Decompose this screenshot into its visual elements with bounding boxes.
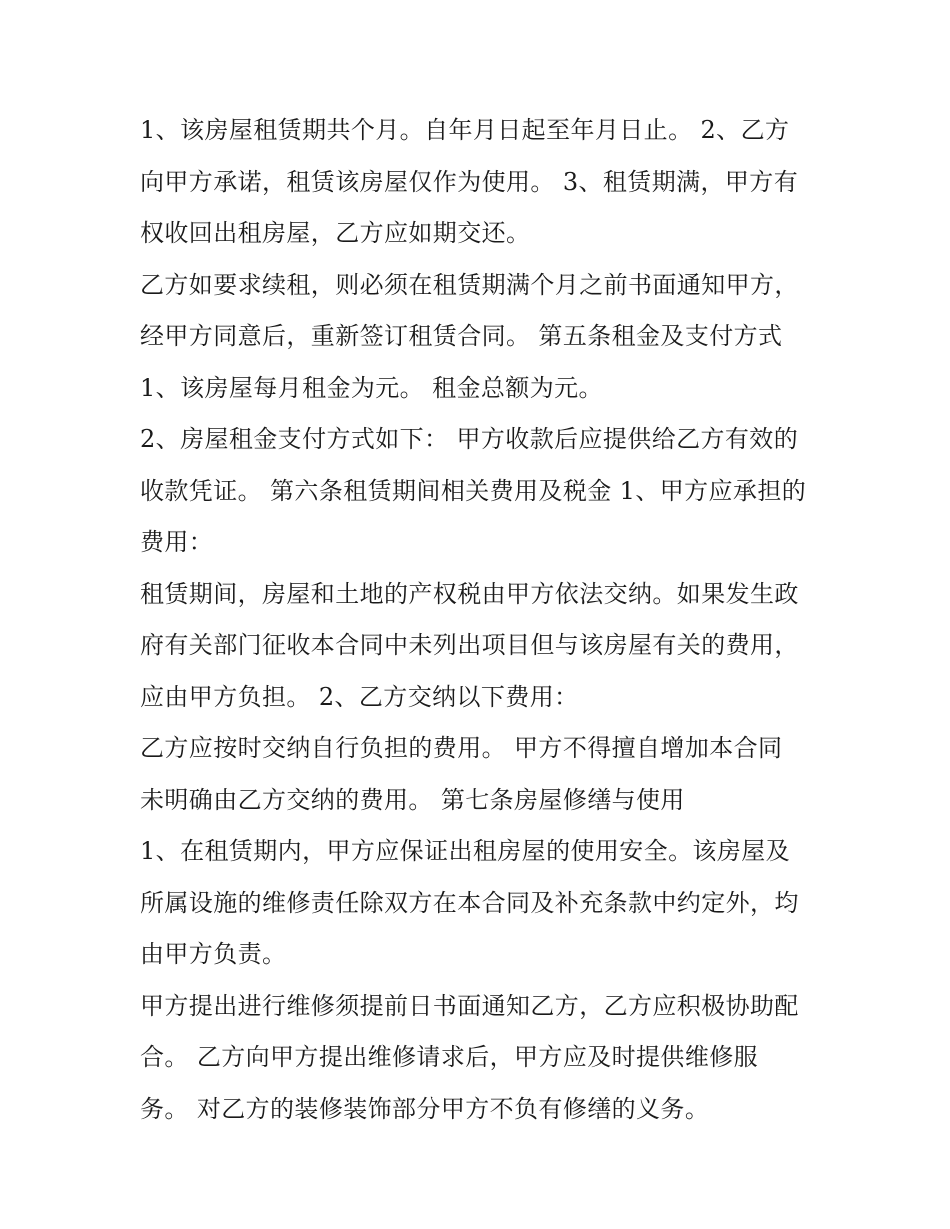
text-line: 合。 乙方向甲方提出维修请求后，甲方应及时提供维修服: [140, 1043, 759, 1071]
text-line: 1、该房屋每月租金为元。 租金总额为元。: [140, 373, 603, 402]
text-line: 由甲方负责。: [140, 940, 287, 968]
text-line: 应由甲方负担。 2、乙方交纳以下费用：: [140, 682, 579, 711]
text-line: 权收回出租房屋，乙方应如期交还。: [140, 219, 531, 247]
text-line: 未明确由乙方交纳的费用。 第七条房屋修缮与使用: [140, 785, 685, 814]
text-line: 租赁期间，房屋和土地的产权税由甲方依法交纳。如果发生政: [140, 579, 799, 608]
text-line: 所属设施的维修责任除双方在本合同及补充条款中约定外，均: [140, 888, 799, 917]
text-line: 向甲方承诺，租赁该房屋仅作为使用。 3、租赁期满，甲方有: [140, 167, 799, 196]
text-line: 1、在租赁期内，甲方应保证出租房屋的使用安全。该房屋及: [140, 837, 791, 865]
text-line: 乙方如要求续租，则必须在租赁期满个月之前书面通知甲方，: [140, 270, 799, 299]
text-line: 费用：: [140, 528, 214, 556]
text-line: 甲方提出进行维修须提前日书面通知乙方，乙方应积极协助配: [140, 991, 799, 1020]
document-body: [140, 105, 820, 1135]
text-line: 府有关部门征收本合同中未列出项目但与该房屋有关的费用，: [140, 631, 799, 659]
text-line: 2、房屋租金支付方式如下： 甲方收款后应提供给乙方有效的: [140, 425, 799, 453]
text-line: 收款凭证。 第六条租赁期间相关费用及税金 1、甲方应承担的: [140, 476, 807, 505]
text-line: 乙方应按时交纳自行负担的费用。 甲方不得擅自增加本合同: [140, 734, 783, 762]
text-line: 经甲方同意后，重新签订租赁合同。 第五条租金及支付方式: [140, 322, 783, 350]
text-line: 务。 对乙方的装修装饰部分甲方不负有修缮的义务。: [140, 1094, 710, 1123]
text-line: 1、该房屋租赁期共个月。自年月日起至年月日止。 2、乙方: [140, 116, 790, 144]
